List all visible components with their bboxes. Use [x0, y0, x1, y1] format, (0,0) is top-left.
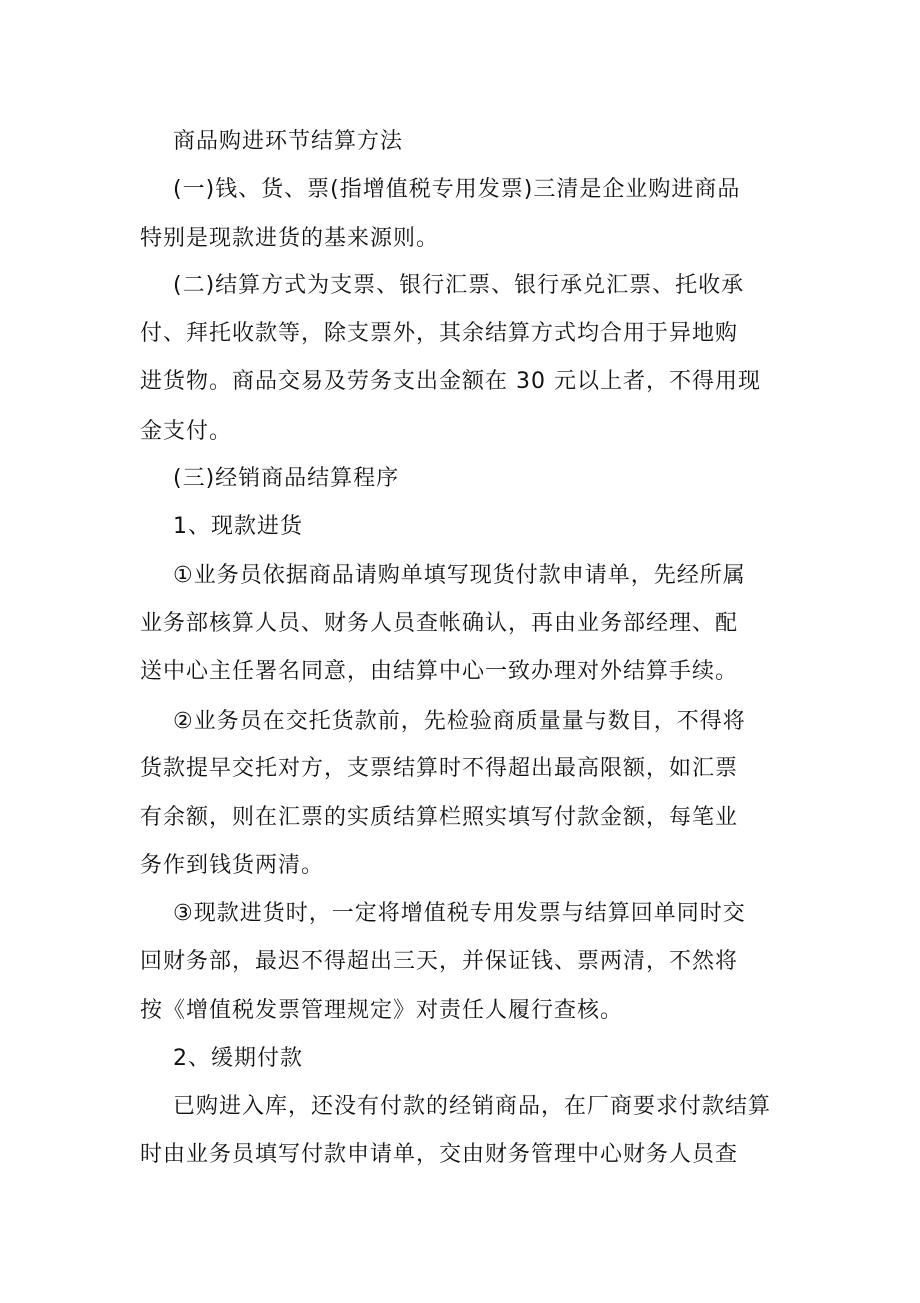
item-3-line-3: 按《增值税发票管理规定》对责任人履行查核。 — [140, 998, 624, 1023]
section-title: 商品购进环节结算方法 — [173, 129, 404, 154]
item-3-line-2: 回财务部，最迟不得超出三天，并保证钱、票两清，不然将 — [140, 949, 739, 974]
item-title-1: 1、现款进货 — [173, 514, 303, 539]
item-1-line-1: ①业务员依据商品请购单填写现货付款申请单，先经所属 — [173, 563, 746, 588]
paragraph-2-line-1: (二)结算方式为支票、银行汇票、银行承兑汇票、托收承 — [173, 273, 745, 298]
subsection-title-3: (三)经销商品结算程序 — [173, 466, 400, 491]
item-2-line-1: ②业务员在交托货款前，先检验商质量量与数目，不得将 — [173, 709, 746, 734]
item-title-2: 2、缓期付款 — [173, 1046, 303, 1071]
paragraph-deferred-line-1: 已购进入库，还没有付款的经销商品，在厂商要求付款结算 — [173, 1094, 772, 1119]
item-1-line-2: 业务部核算人员、财务人员查帐确认，再由业务部经理、配 — [140, 611, 739, 636]
paragraph-2-line-2: 付、拜托收款等，除支票外，其余结算方式均合用于异地购 — [140, 321, 739, 346]
item-2-line-4: 务作到钱货两清。 — [140, 853, 325, 878]
paragraph-1-line-2: 特别是现款进货的基来源则。 — [140, 226, 440, 251]
paragraph-deferred-line-2: 时由业务员填写付款申请单，交由财务管理中心财务人员查 — [140, 1142, 739, 1167]
paragraph-2-line-4: 金支付。 — [140, 419, 233, 444]
paragraph-1-line-1: (一)钱、货、票(指增值税专用发票)三清是企业购进商品 — [173, 177, 741, 202]
item-1-line-3: 送中心主任署名同意，由结算中心一致办理对外结算手续。 — [140, 659, 739, 684]
item-2-line-3: 有余额，则在汇票的实质结算栏照实填写付款金额，每笔业 — [140, 805, 739, 830]
item-2-line-2: 货款提早交托对方，支票结算时不得超出最高限额，如汇票 — [140, 756, 739, 781]
item-3-line-1: ③现款进货时，一定将增值税专用发票与结算回单同时交 — [173, 901, 746, 926]
paragraph-2-line-3: 进货物。商品交易及劳务支出金额在 30 元以上者，不得用现 — [140, 369, 761, 394]
